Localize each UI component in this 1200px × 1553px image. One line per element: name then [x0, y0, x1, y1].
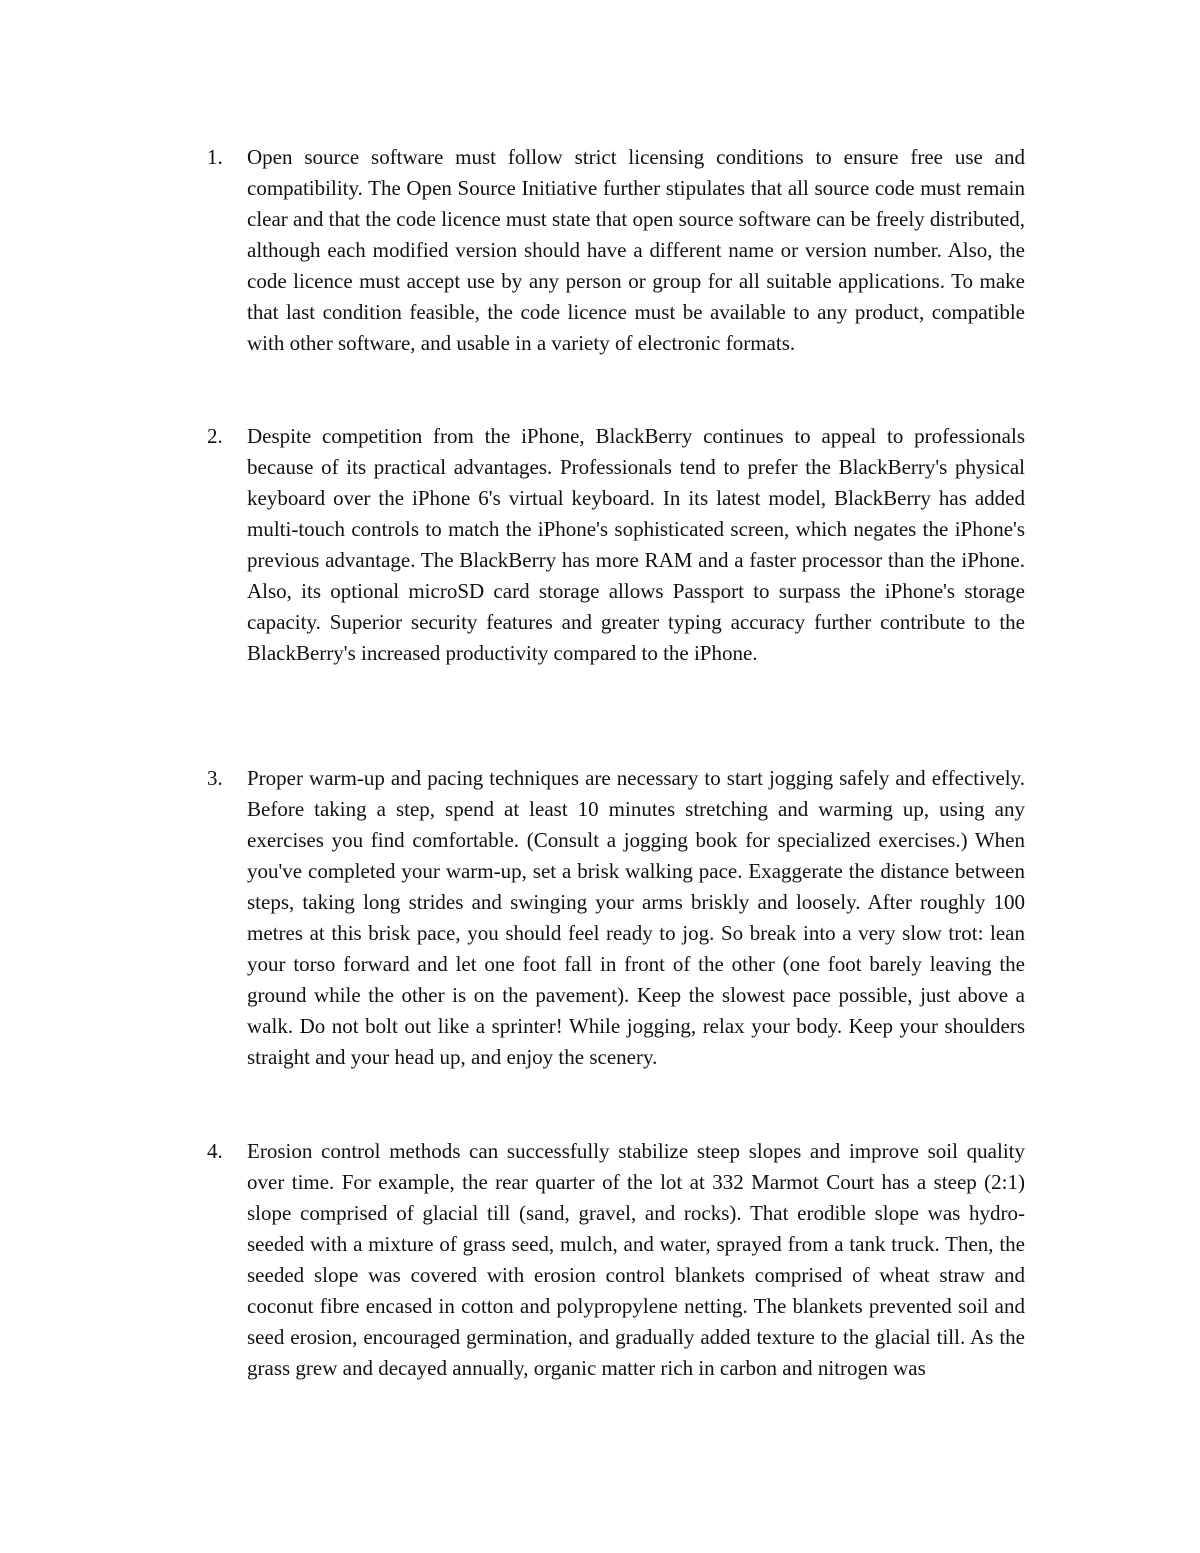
list-item-paragraph: Proper warm-up and pacing techniques are necessary to start jogging safely and effectively. Before taking a step, spend at least 10 minutes stretching and warming up, using any exercises you find comfortable. (Consult a jogging book for specialized exercises.) When you've completed your warm-up, set a brisk walking pace. Exaggerate the distance between steps, taking long strides and swinging your arms briskly and loosely. After roughly 100 metres at this brisk pace, you should feel ready to jog. So break into a very slow trot: lean your torso forward and let one foot fall in front of the other (one foot barely leaving the ground while the other is on the pavement). Keep the slowest pace possible, just above a walk. Do not bolt out like a sprinter! While jogging, relax your body. Keep your shoulders straight and your head up, and enjoy the scenery.: [247, 766, 1025, 1069]
list-item: [207, 142, 1025, 359]
list-item-paragraph: Despite competition from the iPhone, BlackBerry continues to appeal to professionals because of its practical advantages. Professionals tend to prefer the BlackBerry's physical keyboard over the iPhone 6's virtual keyboard. In its latest model, BlackBerry has added multi-touch controls to match the iPhone's sophisticated screen, which negates the iPhone's previous advantage. The BlackBerry has more RAM and a faster processor than the iPhone. Also, its optional microSD card storage allows Passport to surpass the iPhone's storage capacity. Superior security features and greater typing accuracy further contribute to the BlackBerry's increased productivity compared to the iPhone.: [247, 424, 1025, 665]
list-item-number: 1.: [207, 145, 223, 169]
list-item-paragraph: Open source software must follow strict licensing conditions to ensure free use and compatibility. The Open Source Initiative further stipulates that all source code must remain clear and that the code licence must state that open source software can be freely distributed, although each modified version should have a different name or version number. Also, the code licence must accept use by any person or group for all suitable applications. To make that last condition feasible, the code licence must be available to any product, compatible with other software, and usable in a variety of electronic formats.: [247, 145, 1025, 355]
list-item: [207, 763, 1025, 1073]
list-item-number: 2.: [207, 424, 223, 448]
list-item-number: 3.: [207, 766, 223, 790]
list-item-paragraph: Erosion control methods can successfully stabilize steep slopes and improve soil quality over time. For example, the rear quarter of the lot at 332 Marmot Court has a steep (2:1) slope comprised of glacial till (sand, gravel, and rocks). That erodible slope was hydro-seeded with a mixture of grass seed, mulch, and water, sprayed from a tank truck. Then, the seeded slope was covered with erosion control blankets comprised of wheat straw and coconut fibre encased in cotton and polypropylene netting. The blankets prevented soil and seed erosion, encouraged germination, and gradually added texture to the glacial till. As the grass grew and decayed annually, organic matter rich in carbon and nitrogen was: [247, 1139, 1025, 1380]
list-item: [207, 421, 1025, 669]
list-item: [207, 1136, 1025, 1384]
list-item-number: 4.: [207, 1139, 223, 1163]
